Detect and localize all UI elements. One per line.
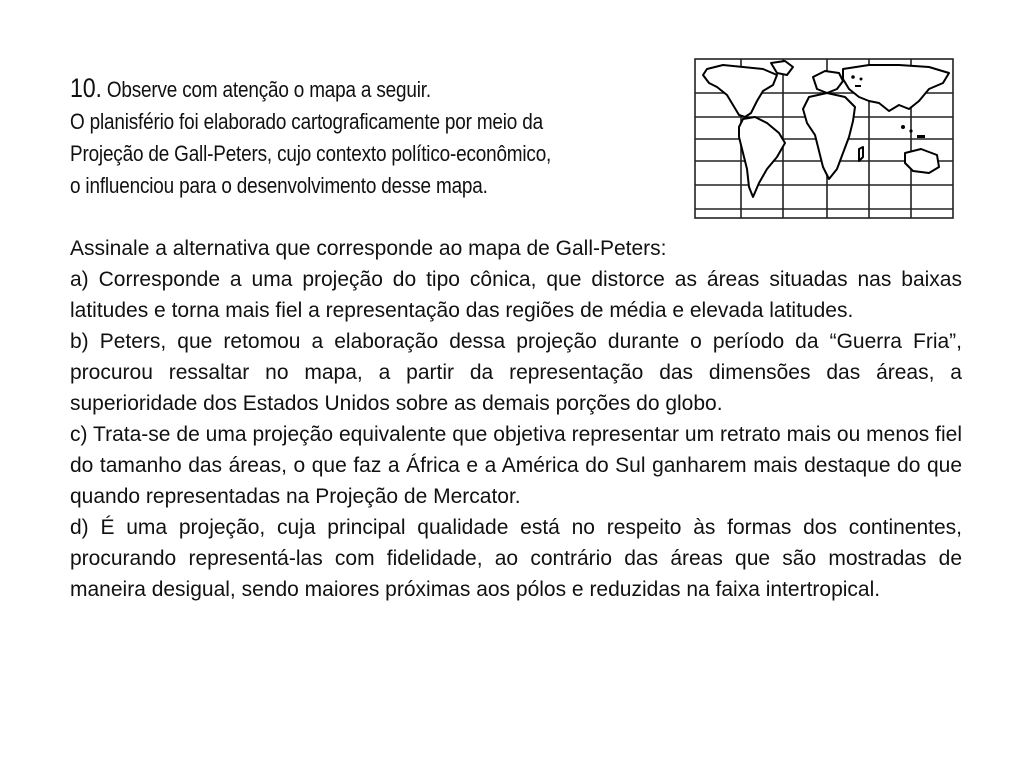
context-line: o influenciou para o desenvolvimento desse mapa. (70, 173, 488, 198)
asia-shape (843, 65, 949, 111)
option-c[interactable]: c) Trata-se de uma projeção equivalente que objetiva representar um retrato mais ou menos fiel do tamanho das áreas, o que faz a África e a América do Sul ganharem mais destaque do que quando representadas na Projeção de Mercator. (70, 423, 962, 508)
europe-shape (813, 71, 843, 93)
gall-peters-world-map-icon (693, 57, 955, 220)
gall-peters-world-map (693, 57, 955, 220)
question-body (70, 233, 962, 605)
option-b[interactable]: b) Peters, que retomou a elaboração dessa projeção durante o período da “Guerra Fria”, procurou ressaltar no mapa, a partir da representação das dimensões das áreas, a superioridade dos Estados Unidos sobre as demais porções do globo. (70, 330, 962, 415)
madagascar-shape (859, 147, 863, 161)
question-number: 10. (70, 73, 102, 103)
context-line: Projeção de Gall-Peters, cujo contexto político-econômico, (70, 141, 552, 166)
africa-shape (803, 93, 855, 179)
option-d[interactable]: d) É uma projeção, cuja principal qualidade está no respeito às formas dos continentes, procurando representá-las com fidelidade, ao contrário das áreas que são mostradas de maneira desigual, sendo maiores próximas aos pólos e reduzidas na faixa intertropical. (70, 516, 962, 601)
question-title-line (70, 72, 603, 106)
option-a[interactable]: a) Corresponde a uma projeção do tipo cônica, que distorce as áreas situadas nas baixas latitudes e torna mais fiel a representação das regiões de média e elevada latitudes. (70, 268, 962, 322)
question-intro: Observe com atenção o mapa a seguir. (106, 77, 431, 102)
question-prompt: Assinale a alternativa que corresponde ao mapa de Gall-Peters: (70, 237, 667, 260)
australia-shape (905, 149, 939, 173)
north-america-shape (703, 65, 777, 117)
context-line: O planisfério foi elaborado cartograficamente por meio da (70, 109, 543, 134)
question-header (70, 72, 603, 202)
